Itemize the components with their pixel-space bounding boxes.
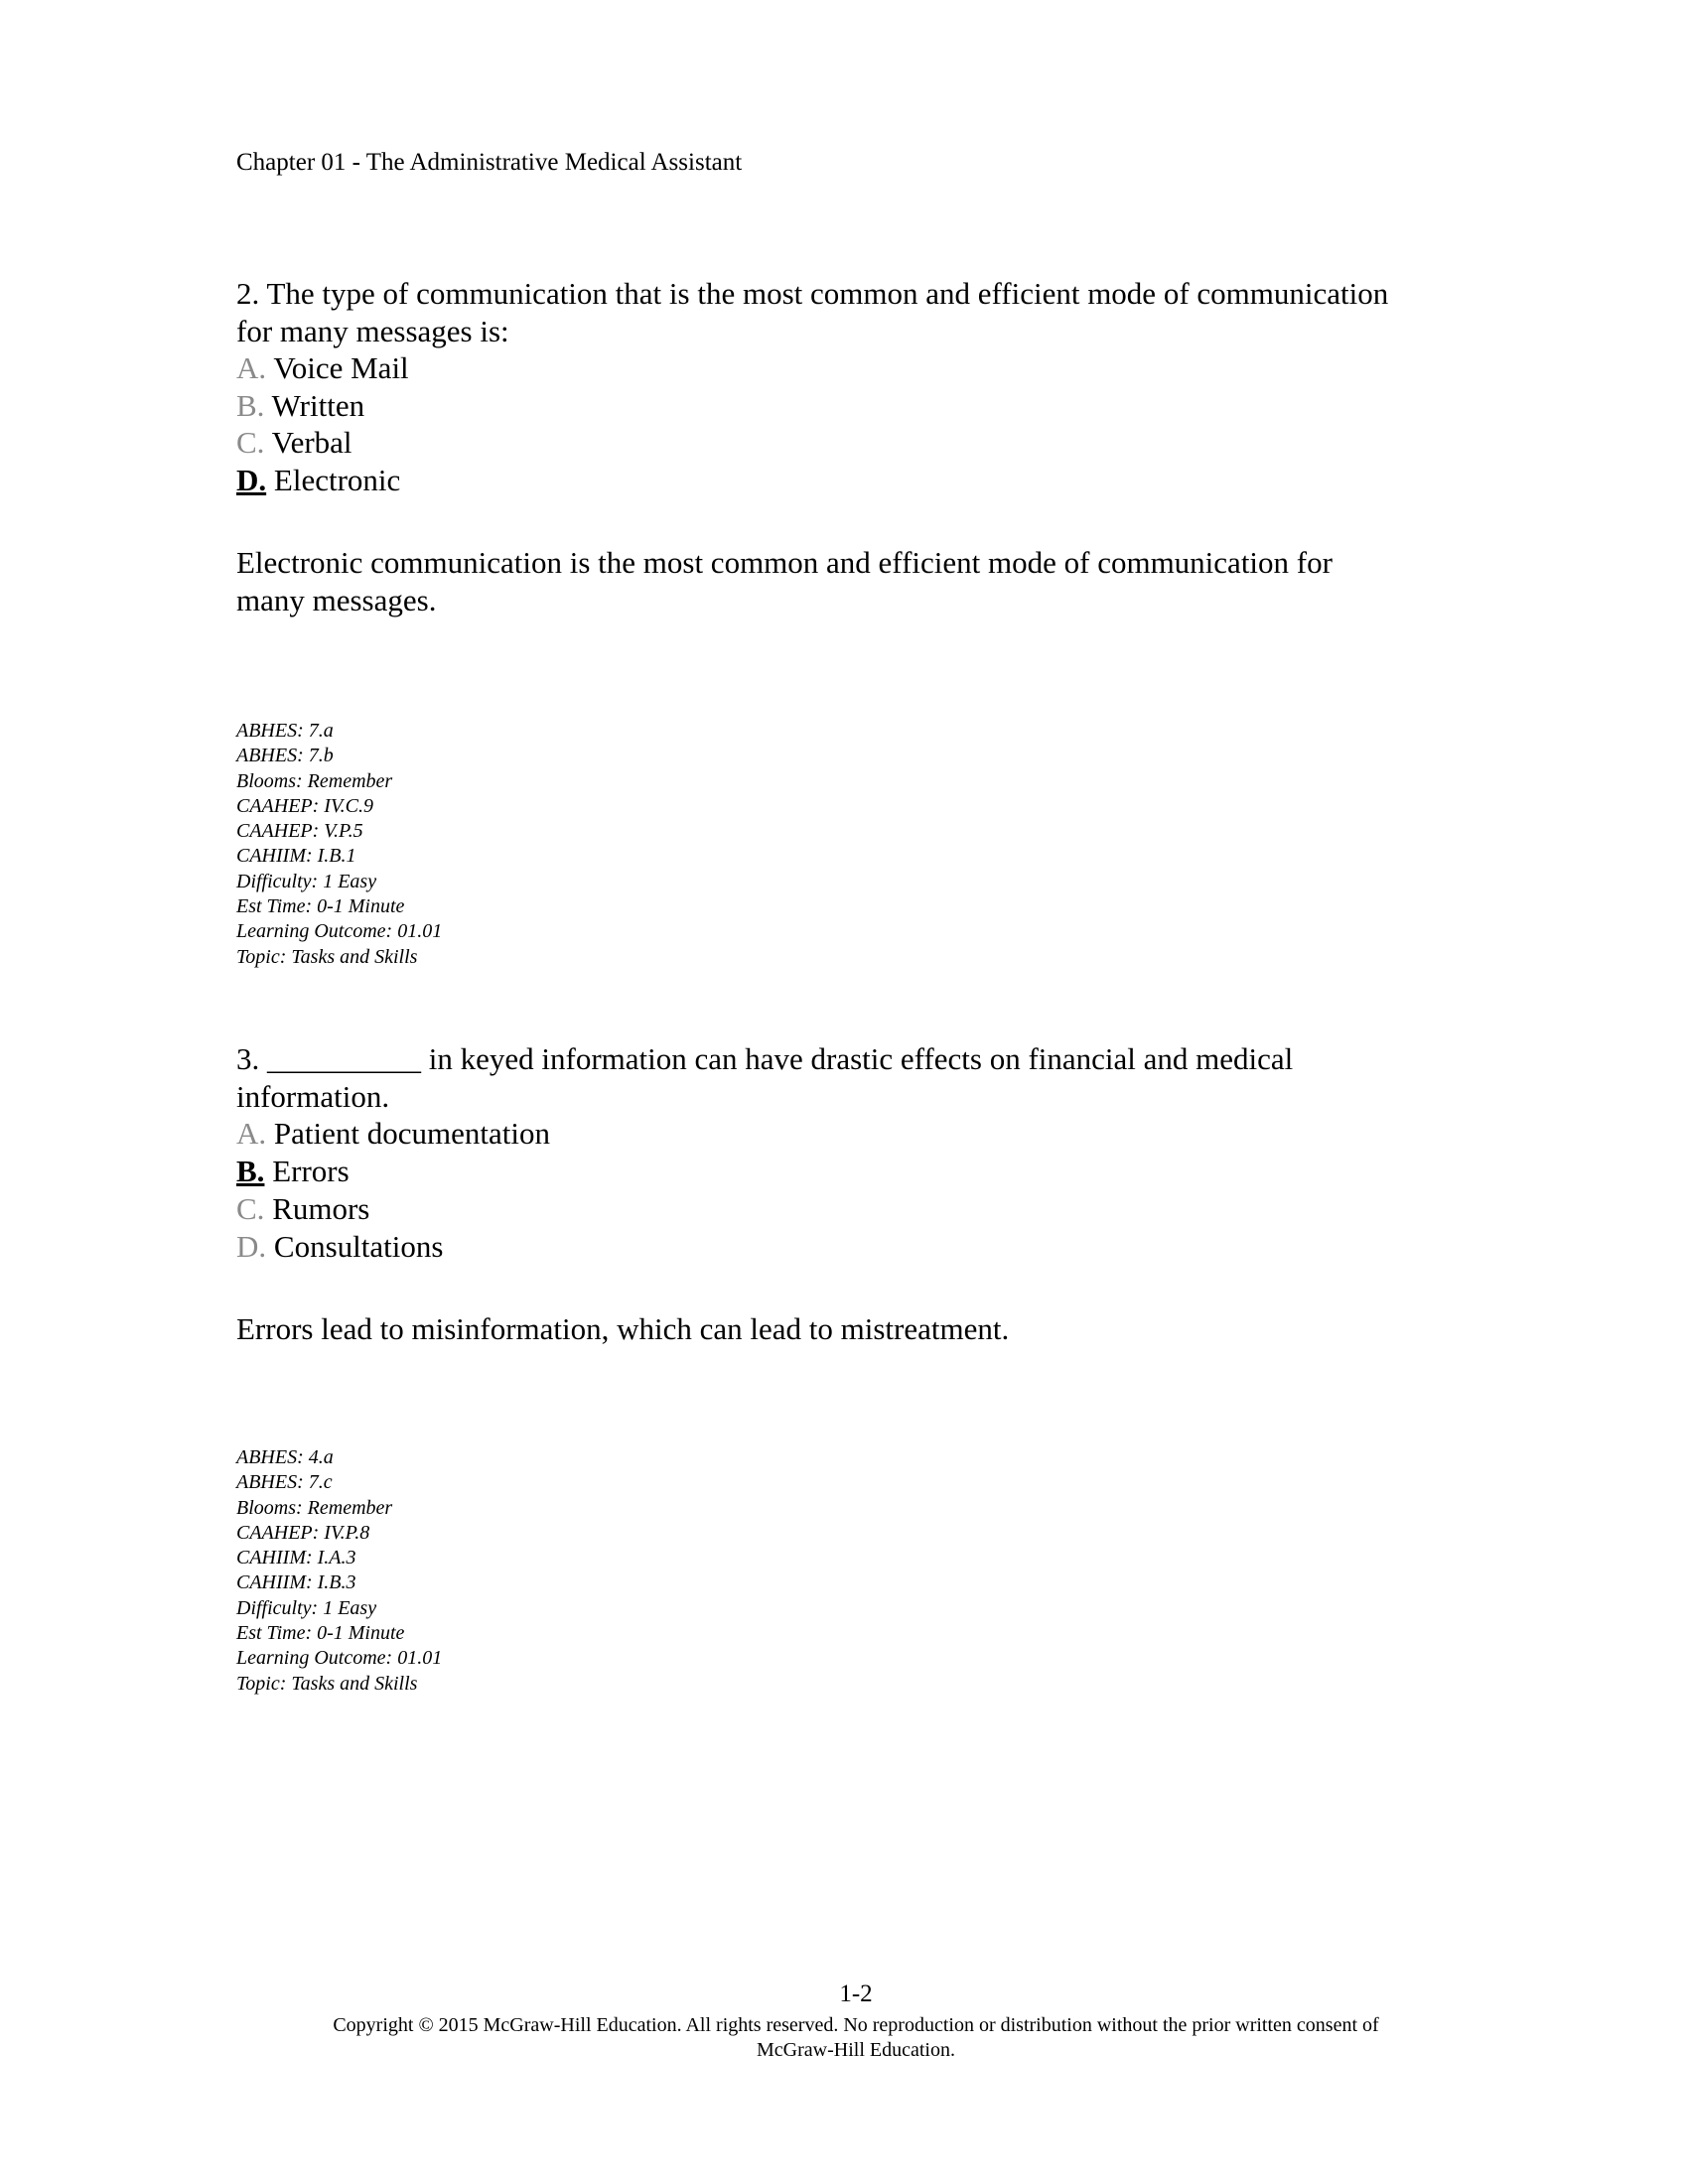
metadata-item: Learning Outcome: 01.01	[236, 920, 443, 943]
metadata-item: Difficulty: 1 Easy	[236, 1596, 377, 1619]
option-letter: A.	[236, 1116, 267, 1151]
option-a	[236, 1116, 550, 1152]
metadata-item: CAHIIM: I.A.3	[236, 1547, 356, 1570]
copyright-line: Copyright © 2015 McGraw-Hill Education. All rights reserved. No reproduction or distribution without the prior written consent of	[333, 2014, 1379, 2036]
option-d	[236, 1229, 443, 1265]
question-stem: 3. __________ in keyed information can have drastic effects on financial and medical	[236, 1041, 1294, 1076]
option-d-correct	[236, 463, 400, 498]
option-text: Rumors	[272, 1191, 370, 1226]
option-text: Electronic	[273, 463, 401, 497]
option-letter: C.	[236, 1191, 265, 1226]
metadata-item: Difficulty: 1 Easy	[236, 870, 377, 892]
question-stem: information.	[236, 1079, 390, 1114]
option-letter: B.	[236, 1154, 265, 1188]
copyright-notice	[0, 2013, 1688, 2063]
option-letter: B.	[236, 388, 265, 423]
option-letter: D.	[236, 1229, 267, 1264]
metadata-item: ABHES: 7.a	[236, 720, 334, 742]
metadata-item: CAHIIM: I.B.3	[236, 1571, 356, 1594]
question-stem: 2. The type of communication that is the most common and efficient mode of communication	[236, 276, 1389, 311]
option-b	[236, 388, 364, 424]
metadata-item: Blooms: Remember	[236, 1496, 393, 1519]
metadata-item: Est Time: 0-1 Minute	[236, 895, 405, 918]
metadata-item: ABHES: 7.c	[236, 1471, 333, 1494]
option-letter: D.	[236, 463, 267, 497]
option-text: Written	[271, 388, 365, 423]
option-text: Verbal	[271, 425, 352, 460]
copyright-line: McGraw-Hill Education.	[757, 2039, 955, 2061]
option-a	[236, 350, 409, 386]
metadata-item: CAAHEP: IV.C.9	[236, 794, 373, 817]
option-b-correct	[236, 1154, 350, 1189]
metadata-item: CAAHEP: IV.P.8	[236, 1521, 370, 1544]
metadata-item: ABHES: 4.a	[236, 1446, 334, 1468]
metadata-list	[236, 1445, 442, 1697]
metadata-item: Topic: Tasks and Skills	[236, 1672, 418, 1695]
metadata-item: Est Time: 0-1 Minute	[236, 1622, 405, 1645]
metadata-item: ABHES: 7.b	[236, 745, 334, 767]
question-stem: for many messages is:	[236, 314, 509, 348]
option-text: Patient documentation	[273, 1116, 550, 1151]
option-text: Errors	[272, 1154, 350, 1188]
metadata-item: CAHIIM: I.B.1	[236, 845, 356, 868]
option-letter: C.	[236, 425, 265, 460]
option-c	[236, 425, 352, 461]
option-c	[236, 1191, 369, 1227]
explanation: Electronic communication is the most common and efficient mode of communication for	[236, 545, 1333, 580]
metadata-list	[236, 719, 442, 970]
metadata-item: Blooms: Remember	[236, 769, 393, 792]
page-number: 1-2	[839, 1980, 873, 2007]
option-text: Consultations	[273, 1229, 444, 1264]
metadata-item: Topic: Tasks and Skills	[236, 945, 418, 968]
explanation: many messages.	[236, 583, 437, 617]
metadata-item: CAAHEP: V.P.5	[236, 820, 363, 843]
explanation: Errors lead to misinformation, which can lead to mistreatment.	[236, 1311, 1010, 1346]
chapter-header: Chapter 01 - The Administrative Medical Assistant	[236, 149, 743, 176]
option-letter: A.	[236, 350, 267, 385]
option-text: Voice Mail	[273, 350, 409, 385]
metadata-item: Learning Outcome: 01.01	[236, 1647, 443, 1670]
